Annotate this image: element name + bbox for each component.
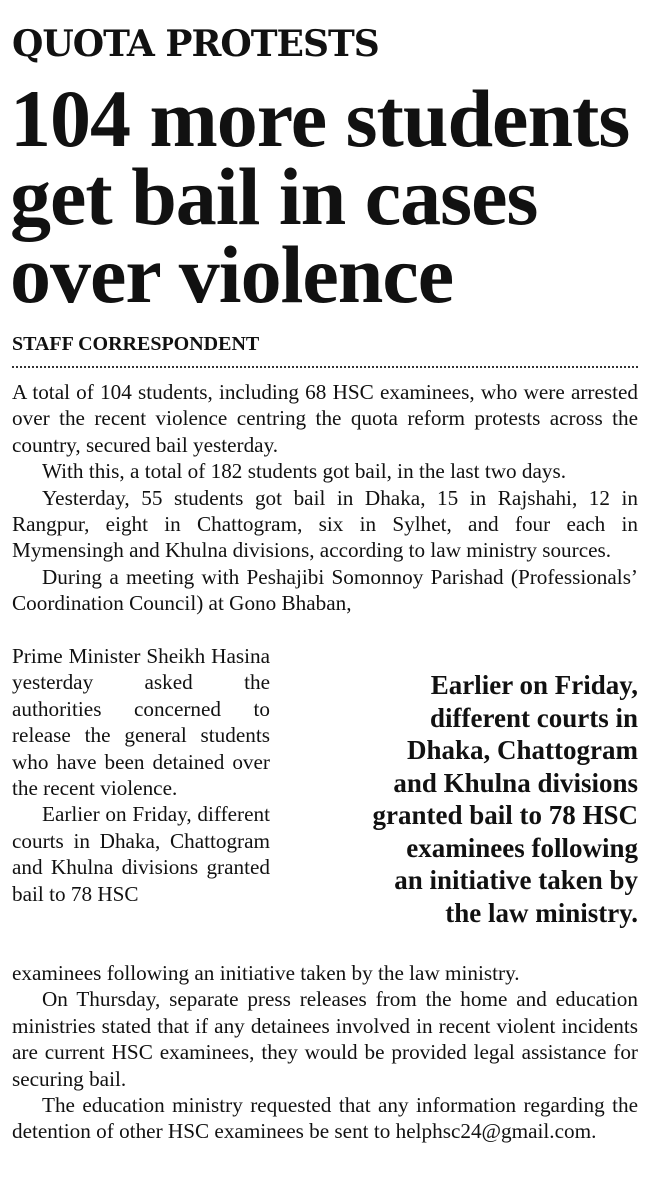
pull-quote-line: Dhaka, Chattogram (406, 735, 638, 765)
pull-quote (290, 669, 638, 929)
byline: STAFF CORRESPONDENT (12, 333, 260, 355)
paragraph: A total of 104 students, including 68 HSC examinees, who were arrested over the recent violence centring the quota reform protests across the country, secured bail yesterday. (12, 380, 638, 457)
paragraph: With this, a total of 182 students got bail, in the last two days. (42, 459, 567, 484)
paragraph: On Thursday, separate press releases from the home and education ministries stated that if any detainees involved in recent violent incidents are current HSC examinees, they would be provided legal assistance for securing bail. (12, 987, 638, 1091)
dotted-divider (12, 366, 638, 368)
article-body-column (12, 643, 270, 907)
kicker-label: QUOTA PROTESTS (12, 23, 379, 65)
paragraph: examinees following an initiative taken by the law ministry. (12, 961, 520, 985)
paragraph: During a meeting with Peshajibi Somonnoy Parishad (Professionals’ Coordination Council) at Gono Bhaban, (12, 564, 638, 616)
article-body-bottom (12, 960, 638, 1145)
headline-line: get bail in cases (10, 151, 538, 242)
paragraph: Prime Minister Sheikh Hasina yesterday asked the authorities concerned to release the general students who have been detained over the recent violence. (12, 644, 270, 801)
headline-line: over violence (10, 229, 454, 320)
paragraph: Earlier on Friday, different courts in Dhaka, Chattogram and Khulna divisions granted bail to 78 HSC (12, 802, 270, 906)
pull-quote-line: examinees following (406, 832, 638, 863)
paragraph: The education ministry requested that any information regarding the detention of other HSC examinees be sent to helphsc24@gmail.com. (12, 1093, 638, 1144)
pull-quote-line: Earlier on Friday, (430, 670, 638, 700)
headline (10, 73, 646, 320)
pull-quote-line: the law ministry. (445, 897, 638, 928)
pull-quote-line: an initiative taken by (394, 865, 638, 895)
paragraph: Yesterday, 55 students got bail in Dhaka, 15 in Rajshahi, 12 in Rangpur, eight in Chattogram, six in Sylhet, and four each in Mymensingh and Khulna divisions, according to law ministry sources. (12, 485, 638, 563)
pull-quote-line: different courts in (430, 702, 638, 733)
pull-quote-line: and Khulna divisions (393, 767, 638, 798)
article-body-top (12, 379, 638, 617)
headline-line: 104 more students (10, 73, 630, 164)
pull-quote-line: granted bail to 78 HSC (372, 800, 638, 830)
